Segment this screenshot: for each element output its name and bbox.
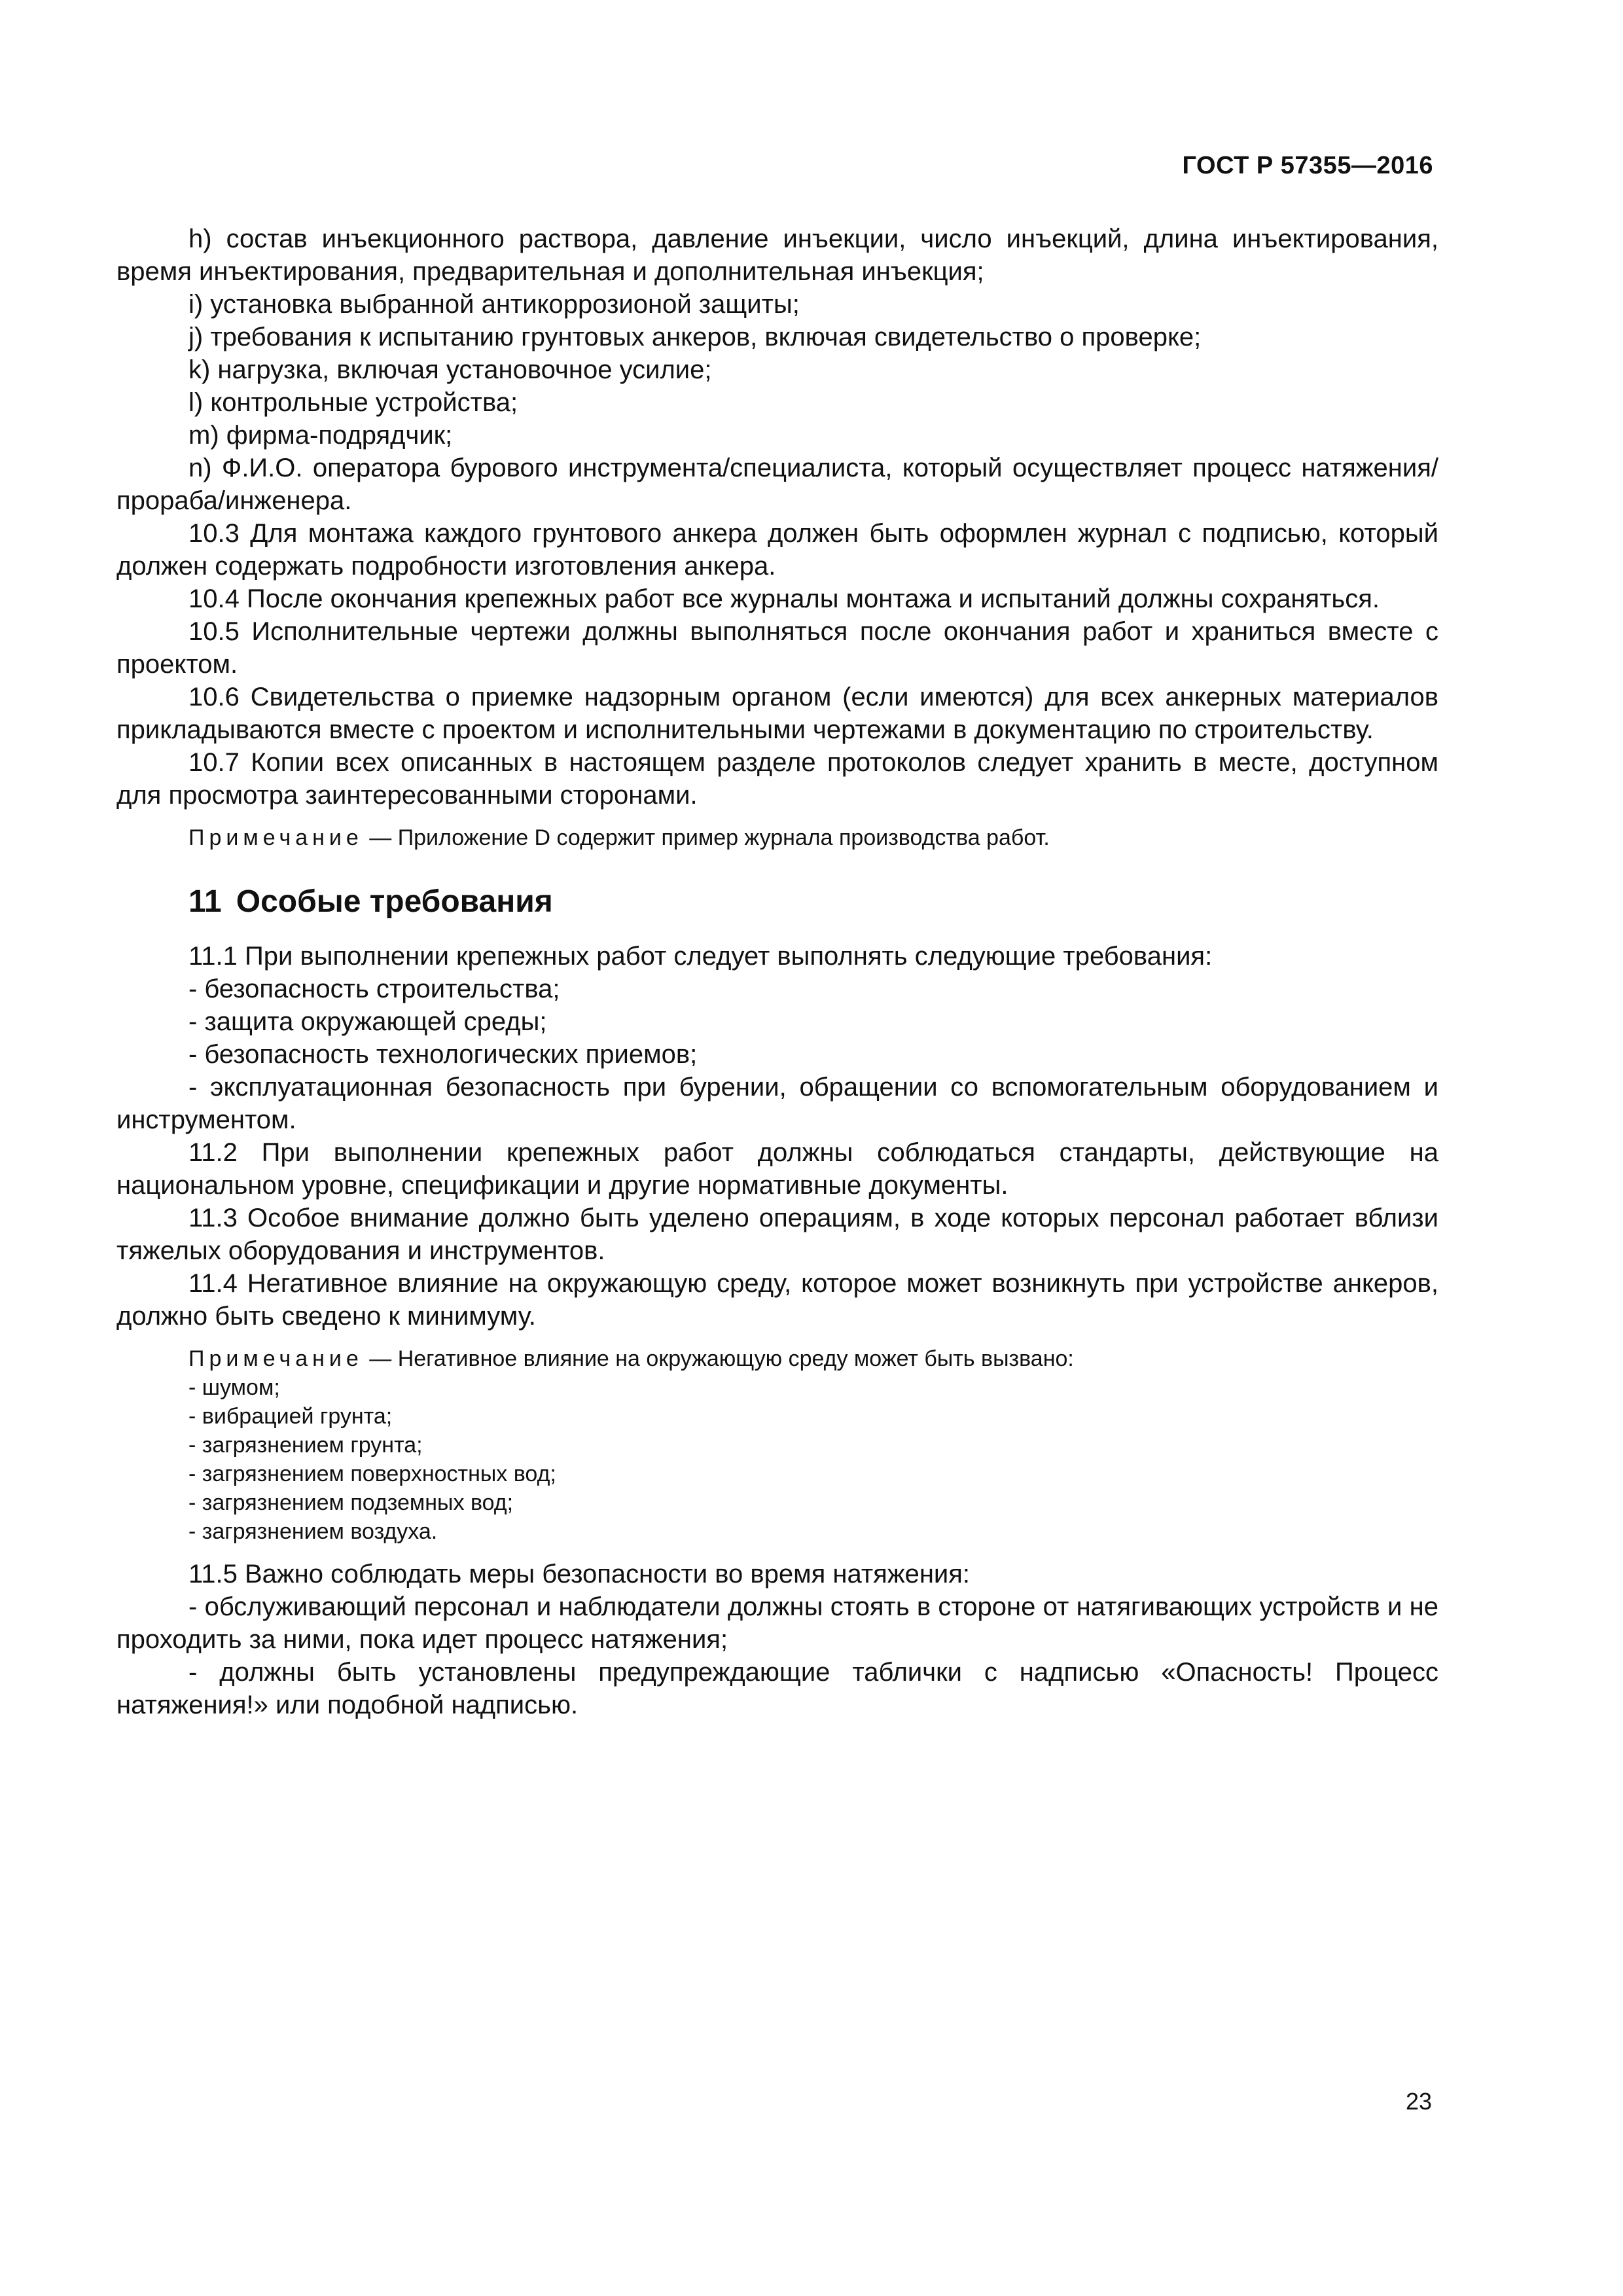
note-list-item: - шумом;: [188, 1375, 280, 1400]
paragraph: 10.6 Свидетельства о приемке надзорным органом (если имеются) для всех анкерных материалов прикладываются вместе с проектом и исполнительными чертежами в документацию по строительству.: [116, 683, 1438, 744]
paragraph: 10.3 Для монтажа каждого грунтового анкера должен быть оформлен журнал с подписью, который должен содержать подробности изготовления анкера.: [116, 519, 1438, 581]
page-number: 23: [1405, 2088, 1432, 2115]
paragraph: 10.7 Копии всех описанных в настоящем разделе протоколов следует хранить в месте, доступном для просмотра заинтересованными сторонами.: [116, 748, 1438, 810]
note-text: — Приложение D содержит пример журнала производства работ.: [363, 825, 1050, 850]
list-item: m) фирма-подрядчик;: [188, 421, 453, 450]
list-item: i) установка выбранной антикоррозионой защиты;: [188, 290, 800, 319]
list-item: n) Ф.И.О. оператора бурового инструмента/специалиста, который осуществляет процесс натяжения/прораба/инженера.: [116, 454, 1438, 515]
section-heading: [116, 882, 1438, 922]
paragraph: 11.2 При выполнении крепежных работ должны соблюдаться стандарты, действующие на национальном уровне, спецификации и другие нормативные документы.: [116, 1138, 1438, 1200]
list-item: - безопасность технологических приемов;: [188, 1040, 698, 1069]
list-item: - эксплуатационная безопасность при бурении, обращении со вспомогательным оборудованием и инструментом.: [116, 1073, 1438, 1134]
document-code-header: ГОСТ Р 57355—2016: [1182, 152, 1433, 179]
note-list-item: - загрязнением воздуха.: [188, 1519, 438, 1544]
note-list-item: - загрязнением грунта;: [188, 1433, 423, 1458]
list-item: l) контрольные устройства;: [188, 388, 518, 417]
section-title: Особые требования: [236, 884, 553, 919]
list-item: h) состав инъекционного раствора, давление инъекции, число инъекций, длина инъектирования, время инъектирования, предварительная и дополнительная инъекция;: [116, 224, 1438, 286]
note-list-item: - загрязнением подземных вод;: [188, 1490, 514, 1515]
section-number: 11: [188, 884, 222, 919]
list-item: - защита окружающей среды;: [188, 1007, 547, 1036]
page-content: [116, 223, 1438, 1721]
paragraph: 11.3 Особое внимание должно быть уделено операциям, в ходе которых персонал работает вблизи тяжелых оборудования и инструментов.: [116, 1204, 1438, 1265]
note-label: Примечание: [188, 825, 363, 850]
list-item: - безопасность строительства;: [188, 975, 560, 1003]
note: [116, 823, 1438, 852]
paragraph: 10.5 Исполнительные чертежи должны выполняться после окончания работ и храниться вместе с проектом.: [116, 617, 1438, 679]
note-list-item: - загрязнением поверхностных вод;: [188, 1462, 556, 1486]
paragraph: 10.4 После окончания крепежных работ все журналы монтажа и испытаний должны сохраняться.: [188, 584, 1380, 613]
paragraph: 11.5 Важно соблюдать меры безопасности во время натяжения:: [188, 1560, 971, 1588]
note: [116, 1344, 1438, 1373]
paragraph: 11.1 При выполнении крепежных работ следует выполнять следующие требования:: [188, 942, 1213, 971]
list-item: j) требования к испытанию грунтовых анкеров, включая свидетельство о проверке;: [188, 323, 1202, 351]
note-list-item: - вибрацией грунта;: [188, 1404, 393, 1429]
list-item: - обслуживающий персонал и наблюдатели должны стоять в стороне от натягивающих устройств и не проходить за ними, пока идет процесс натяжения;: [116, 1592, 1438, 1654]
note-label: Примечание: [188, 1346, 363, 1371]
list-item: - должны быть установлены предупреждающие таблички с надписью «Опасность! Процесс натяжения!» или подобной надписью.: [116, 1658, 1438, 1719]
note-text: — Негативное влияние на окружающую среду может быть вызвано:: [363, 1346, 1074, 1371]
list-item: k) нагрузка, включая установочное усилие;: [188, 355, 712, 384]
paragraph: 11.4 Негативное влияние на окружающую среду, которое может возникнуть при устройстве анкеров, должно быть сведено к минимуму.: [116, 1269, 1438, 1331]
